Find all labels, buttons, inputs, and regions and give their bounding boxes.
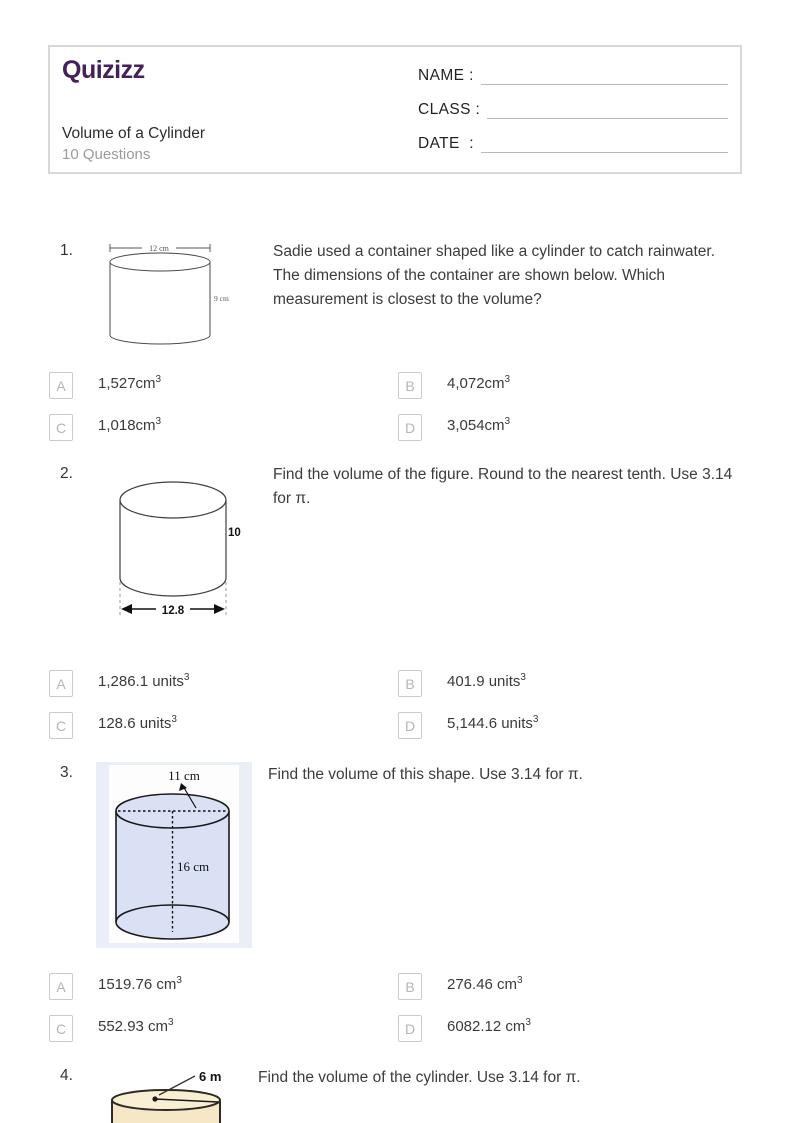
class-field-line[interactable] xyxy=(487,99,728,119)
answer-value: 401.9 units$^3$ xyxy=(447,672,526,690)
question-3-number: 3. xyxy=(60,764,73,781)
answer-option-1a[interactable] xyxy=(49,372,161,399)
quizizz-logo: Quizizz xyxy=(62,56,145,84)
name-field-label: NAME : xyxy=(418,67,474,84)
name-field-line[interactable] xyxy=(481,65,728,85)
question-4-number: 4. xyxy=(60,1067,73,1084)
answer-value: 6082.12 $cm^3$ xyxy=(447,1017,531,1035)
answer-letter[interactable]: A xyxy=(49,372,73,399)
answer-value: $3,054cm^3$ xyxy=(447,416,511,434)
answer-option-1b[interactable] xyxy=(398,372,510,399)
worksheet-title: Volume of a Cylinder xyxy=(62,125,206,142)
answer-option-2a[interactable] xyxy=(49,670,189,697)
question-1-number: 1. xyxy=(60,242,73,259)
question-2-number: 2. xyxy=(60,465,73,482)
figure1-height-label: 9 cm xyxy=(214,294,229,303)
question-3-figure xyxy=(96,762,252,948)
answer-letter[interactable]: C xyxy=(49,1015,73,1042)
answer-value: 5,144.6 units$^3$ xyxy=(447,714,539,732)
question-4-text: Find the volume of the cylinder. Use 3.14 for π. xyxy=(258,1069,581,1086)
answer-value: $1,527cm^3$ xyxy=(98,374,162,392)
answer-option-1c[interactable] xyxy=(49,414,161,441)
question-4-figure xyxy=(103,1064,238,1123)
class-field xyxy=(418,95,728,119)
answer-letter[interactable]: A xyxy=(49,670,73,697)
figure3-diameter-label: 11 cm xyxy=(168,768,200,783)
answer-value: $4,072cm^3$ xyxy=(447,374,511,392)
question-3-text: Find the volume of this shape. Use 3.14 for π. xyxy=(268,766,583,783)
answer-letter[interactable]: A xyxy=(49,973,73,1000)
question-1-figure xyxy=(100,232,235,347)
answer-option-2b[interactable] xyxy=(398,670,526,697)
question-2-figure xyxy=(116,476,241,626)
class-field-label: CLASS : xyxy=(418,101,481,118)
answer-letter[interactable]: D xyxy=(398,1015,422,1042)
date-field-label: DATE : xyxy=(418,135,474,152)
answer-option-3d[interactable] xyxy=(398,1015,531,1042)
figure3-height-label: 16 cm xyxy=(177,859,210,874)
answer-letter[interactable]: D xyxy=(398,712,422,739)
question-1-text: Sadie used a container shaped like a cylinder to catch rainwater. The dimensions of the container are shown below. Which measurement is closest to the volume? xyxy=(273,243,716,308)
question-count: 10 Questions xyxy=(62,146,151,163)
figure1-diameter-label: 12 cm xyxy=(149,244,169,253)
answer-value: 1,286.1 units$^3$ xyxy=(98,672,190,690)
answer-letter[interactable]: C xyxy=(49,712,73,739)
answer-option-2c[interactable] xyxy=(49,712,177,739)
answer-value: 552.93 $cm^3$ xyxy=(98,1017,174,1035)
answer-letter[interactable]: B xyxy=(398,670,422,697)
answer-letter[interactable]: C xyxy=(49,414,73,441)
header xyxy=(48,45,742,174)
date-field xyxy=(418,129,728,153)
question-2-text: Find the volume of the figure. Round to the nearest tenth. Use 3.14 for π. xyxy=(273,466,733,507)
answer-letter[interactable]: D xyxy=(398,414,422,441)
figure2-height-label: 10 xyxy=(228,527,241,539)
student-info-fields xyxy=(418,61,728,163)
answer-value: $1,018cm^3$ xyxy=(98,416,162,434)
answer-option-3b[interactable] xyxy=(398,973,523,1000)
answer-value: 276.46 $cm^3$ xyxy=(447,975,523,993)
answer-option-3c[interactable] xyxy=(49,1015,174,1042)
name-field xyxy=(418,61,728,85)
figure2-diameter-label: 12.8 xyxy=(161,605,185,617)
answer-letter[interactable]: B xyxy=(398,372,422,399)
answer-value: 128.6 units$^3$ xyxy=(98,714,177,732)
date-field-line[interactable] xyxy=(481,133,728,153)
answer-option-1d[interactable] xyxy=(398,414,510,441)
answer-option-2d[interactable] xyxy=(398,712,538,739)
answer-option-3a[interactable] xyxy=(49,973,182,1000)
answer-value: 1519.76 $cm^3$ xyxy=(98,975,182,993)
answer-letter[interactable]: B xyxy=(398,973,422,1000)
figure4-radius-label: 6 m xyxy=(199,1069,222,1084)
